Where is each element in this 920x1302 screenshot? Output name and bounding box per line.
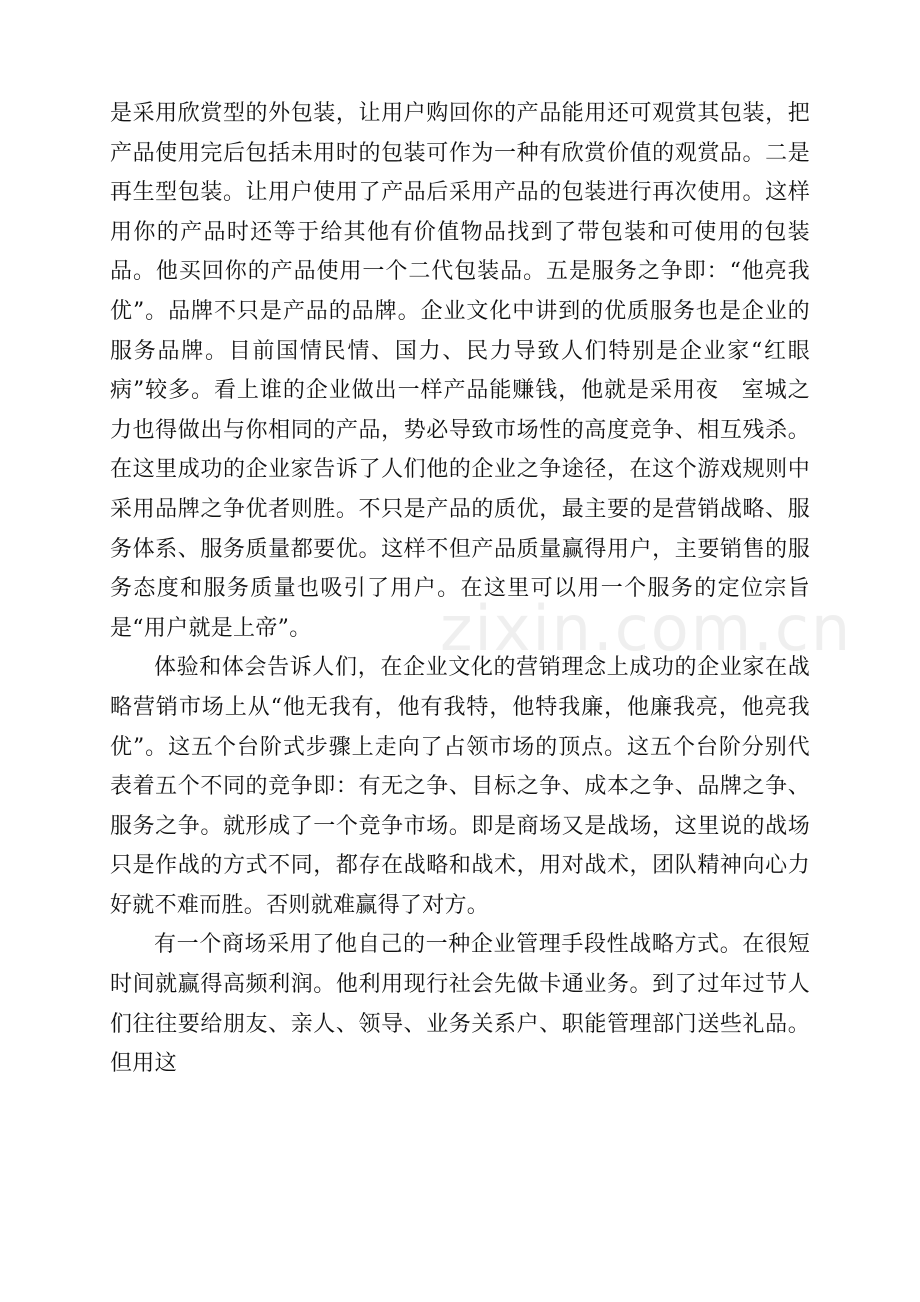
paragraph-experience: 体验和体会告诉人们，在企业文化的营销理念上成功的企业家在战略营销市场上从“他无我有，他有我特，他特我廉，他廉我亮，他亮我优”。这五个台阶式步骤上走向了占领市场的顶点。这五个台阶分别代表着五个不同的竞争即：有无之争、目标之争、成本之争、品牌之争、服务之争。就形成了一个竞争市场。即是商场又是战场，这里说的战场只是作战的方式不同，都存在战略和战术，用对战术，团队精神向心力好就不难而胜。否则就难赢得了对方。 xyxy=(110,655,810,918)
paragraph-continuation: 是采用欣赏型的外包装，让用户购回你的产品能用还可观赏其包装，把产品使用完后包括未用时的包装可作为一种有欣赏价值的观赏品。二是再生型包装。让用户使用了产品后采用产品的包装进行再次使用。这样用你的产品时还等于给其他有价值物品找到了带包装和可使用的包装品。他买回你的产品使用一个二代包装品。五是服务之争即：“他亮我优”。品牌不只是产品的品牌。企业文化中讲到的优质服务也是企业的服务品牌。目前国情民情、国力、民力导致人们特别是企业家“红眼病”较多。看上谁的企业做出一样产品能赚钱，他就是采用夜 室城之力也得做出与你相同的产品，势必导致市场性的高度竞争、相互残杀。在这里成功的企业家告诉了人们他的企业之争途径，在这个游戏规则中采用品牌之争优者则胜。不只是产品的质优，最主要的是营销战略、服务体系、服务质量都要优。这样不但产品质量赢得用户，主要销售的服务态度和服务质量也吸引了用户。在这里可以用一个服务的定位宗旨是“用户就是上帝”。 xyxy=(110,101,810,641)
watermark: zixin.com.cn xyxy=(440,592,853,665)
paragraph-mall-strategy: 有一个商场采用了他自己的一种企业管理手段性战略方式。在很短时间就赢得高频利润。他利用现行社会先做卡通业务。到了过年过节人们往往要给朋友、亲人、领导、业务关系户、职能管理部门送些礼品。但用这 xyxy=(110,932,810,1077)
document-body xyxy=(110,94,810,1084)
